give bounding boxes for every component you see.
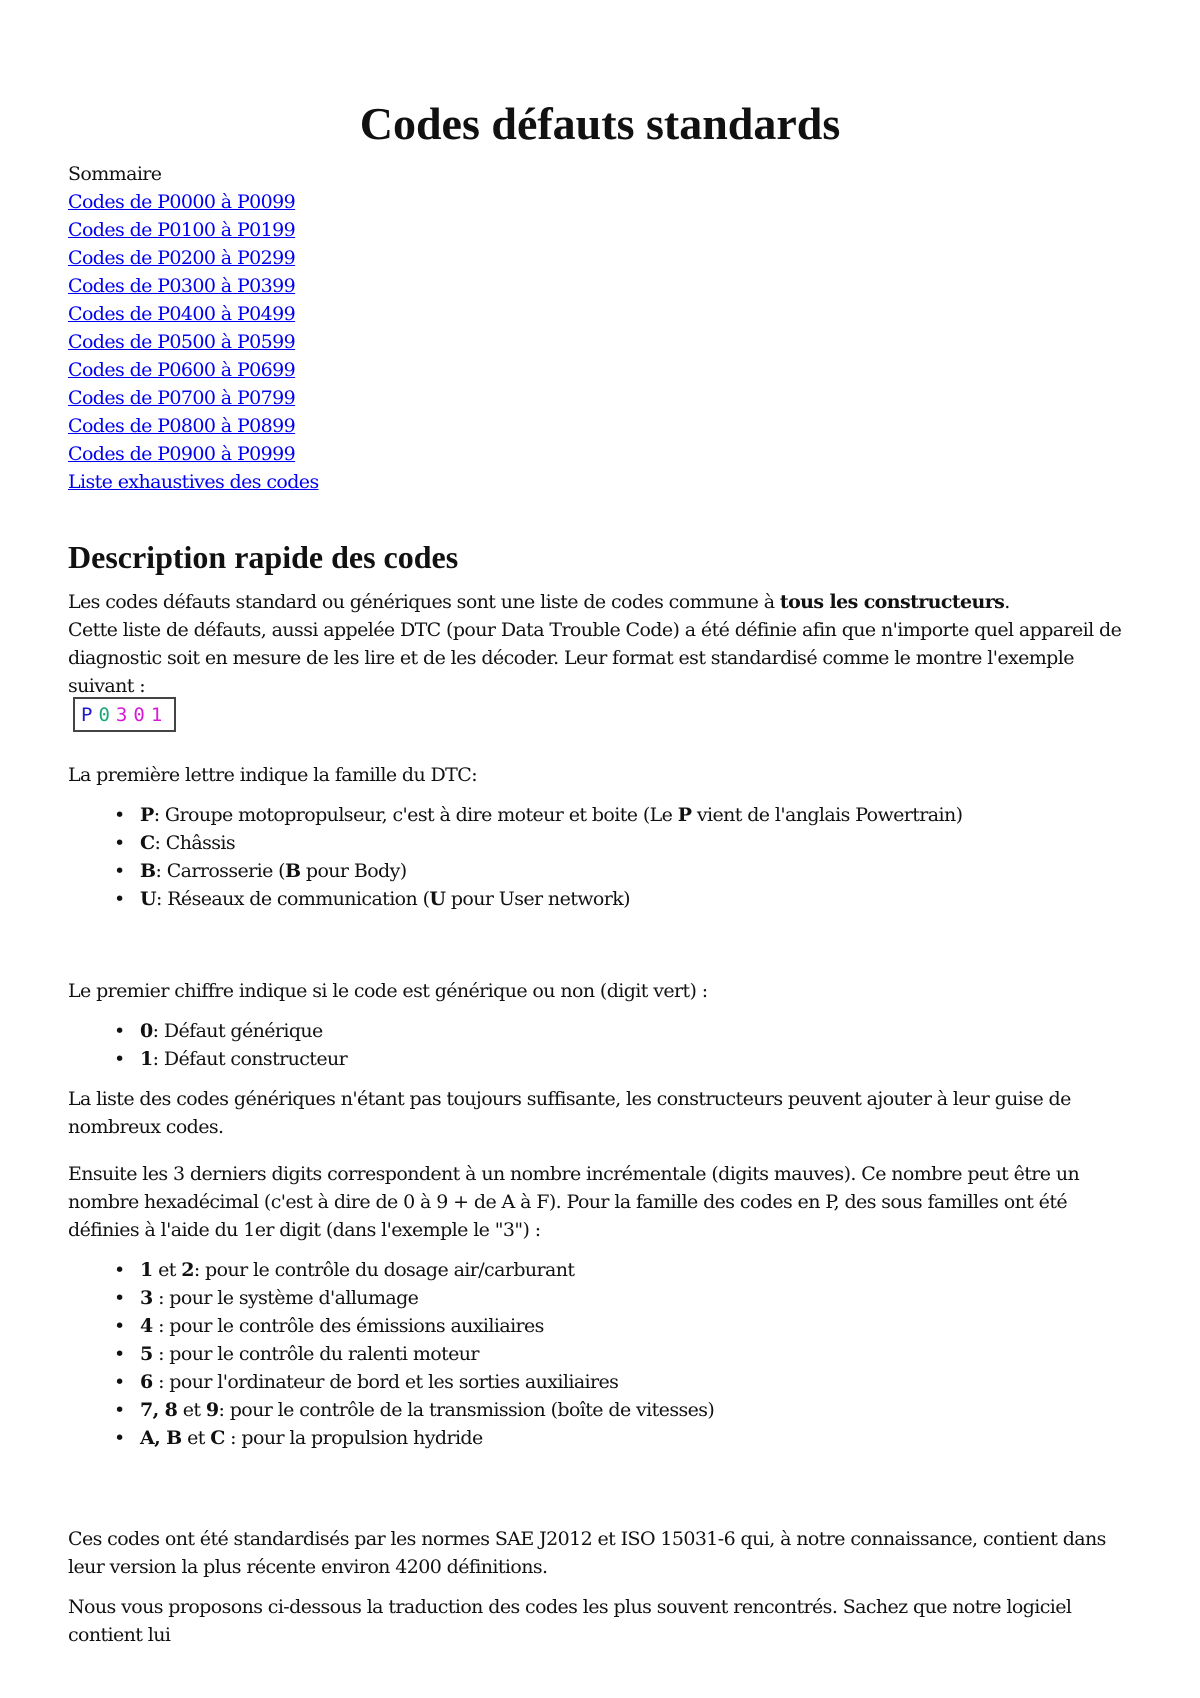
- list-item: • C: Châssis: [140, 829, 1132, 857]
- last-digits-section: [68, 1160, 1132, 1452]
- intro-text: [68, 588, 1132, 700]
- list-item: • 0: Défaut générique: [140, 1017, 1132, 1045]
- subfamily-list: [68, 1256, 1132, 1452]
- toc-link-p0900[interactable]: Codes de P0900 à P0999: [68, 443, 296, 465]
- code-letter: P: [81, 704, 99, 726]
- code-digit: 3: [115, 704, 134, 726]
- page-title: Codes défauts standards: [359, 98, 841, 149]
- family-lead: La première lettre indique la famille du DTC:: [68, 764, 477, 786]
- list-item: • 5 : pour le contrôle du ralenti moteur: [140, 1340, 1132, 1368]
- list-item: • 1 et 2: pour le contrôle du dosage air/carburant: [140, 1256, 1132, 1284]
- code-digit: 1: [150, 704, 169, 726]
- last-digits-lead: Ensuite les 3 derniers digits correspondent à un nombre incrémentale (digits mauves). Ce nombre peut être un nombre hexadécimal (c'est à dire de 0 à 9 + de A à F). Pour la famille des codes en P, des sous familles ont été définies à l'aide du 1er digit (dans l'exemple le "3") :: [68, 1163, 1080, 1241]
- digit-note: La liste des codes génériques n'étant pas toujours suffisante, les constructeurs peuvent ajouter à leur guise de nombreux codes.: [68, 1088, 1071, 1138]
- toc-heading: Sommaire: [68, 163, 162, 185]
- toc-link-p0100[interactable]: Codes de P0100 à P0199: [68, 219, 296, 241]
- list-item: • B: Carrosserie (B pour Body): [140, 857, 1132, 885]
- table-of-contents: [68, 160, 319, 496]
- toc-link-p0700[interactable]: Codes de P0700 à P0799: [68, 387, 296, 409]
- toc-link-p0800[interactable]: Codes de P0800 à P0899: [68, 415, 296, 437]
- family-list: [68, 801, 1132, 913]
- digit-list: [68, 1017, 1132, 1073]
- toc-link-p0600[interactable]: Codes de P0600 à P0699: [68, 359, 296, 381]
- list-item: • P: Groupe motopropulseur, c'est à dire moteur et boite (Le P vient de l'anglais Powertrain): [140, 801, 1132, 829]
- closing-section: [68, 1525, 1132, 1649]
- code-digit-type: 0: [98, 704, 116, 726]
- closing-paragraph-2: Nous vous proposons ci-dessous la traduction des codes les plus souvent rencontrés. Sachez que notre logiciel contient lui: [68, 1596, 1072, 1646]
- toc-link-p0200[interactable]: Codes de P0200 à P0299: [68, 247, 296, 269]
- toc-link-p0000[interactable]: Codes de P0000 à P0099: [68, 191, 296, 213]
- family-section: [68, 761, 1132, 913]
- toc-link-p0400[interactable]: Codes de P0400 à P0499: [68, 303, 296, 325]
- list-item: • A, B et C : pour la propulsion hydride: [140, 1424, 1132, 1452]
- toc-link-p0500[interactable]: Codes de P0500 à P0599: [68, 331, 296, 353]
- digit-lead: Le premier chiffre indique si le code est générique ou non (digit vert) :: [68, 980, 708, 1002]
- closing-paragraph-1: Ces codes ont été standardisés par les normes SAE J2012 et ISO 15031-6 qui, à notre connaissance, contient dans leur version la plus récente environ 4200 définitions.: [68, 1528, 1106, 1578]
- list-item: • 7, 8 et 9: pour le contrôle de la transmission (boîte de vitesses): [140, 1396, 1132, 1424]
- list-item: • 4 : pour le contrôle des émissions auxiliaires: [140, 1312, 1132, 1340]
- toc-link-all-codes[interactable]: Liste exhaustives des codes: [68, 471, 319, 493]
- toc-link-p0300[interactable]: Codes de P0300 à P0399: [68, 275, 296, 297]
- intro-paragraph-2: Cette liste de défauts, aussi appelée DTC (pour Data Trouble Code) a été définie afin que n'importe quel appareil de diagnostic soit en mesure de les lire et de les décoder. Leur format est standardisé comme le montre l'exemple suivant :: [68, 619, 1122, 697]
- intro-paragraph-1: Les codes défauts standard ou génériques sont une liste de codes commune à tous les constructeurs.: [68, 591, 1010, 613]
- digit-section: [68, 977, 1132, 1141]
- section-title: Description rapide des codes: [68, 539, 459, 575]
- example-dtc-code: [73, 697, 176, 732]
- list-item: • 3 : pour le système d'allumage: [140, 1284, 1132, 1312]
- code-digit: 0: [133, 704, 151, 726]
- list-item: • 1: Défaut constructeur: [140, 1045, 1132, 1073]
- list-item: • 6 : pour l'ordinateur de bord et les sorties auxiliaires: [140, 1368, 1132, 1396]
- list-item: • U: Réseaux de communication (U pour User network): [140, 885, 1132, 913]
